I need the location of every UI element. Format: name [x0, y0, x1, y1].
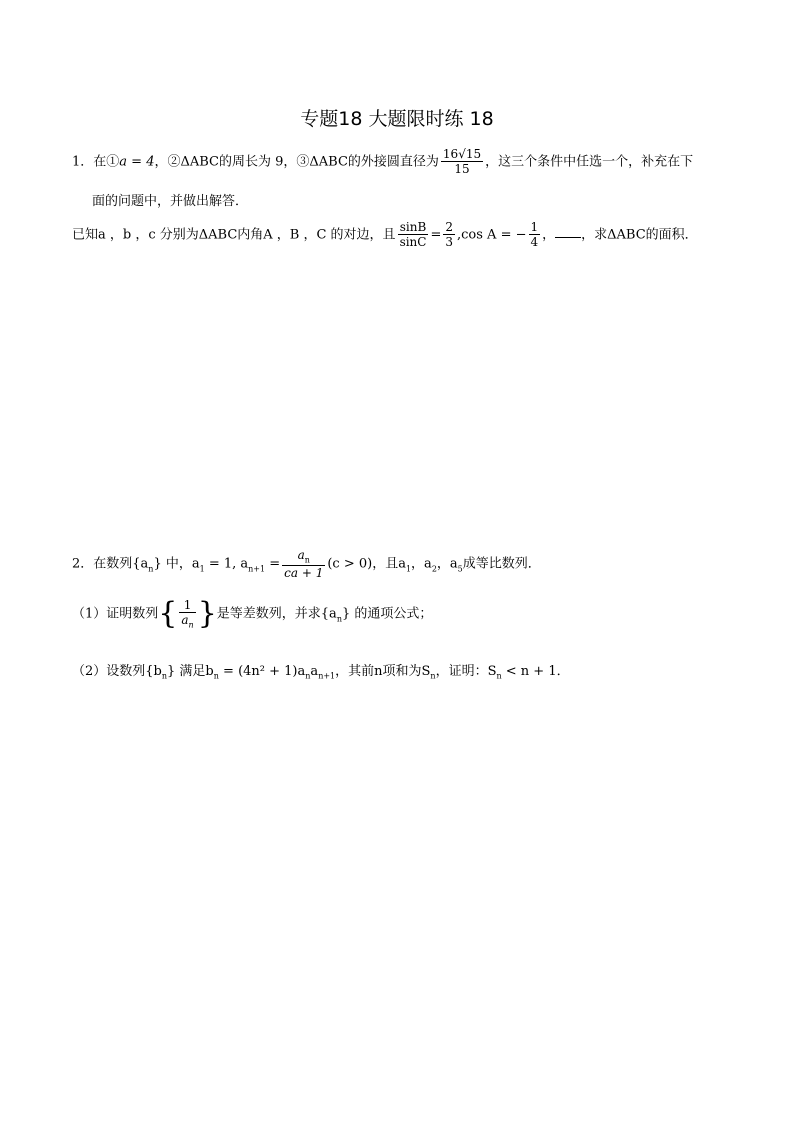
q2-p1-text-b: 是等差数列，并求{a [216, 606, 337, 622]
q2-p2-text-g: < n + 1． [501, 664, 570, 679]
q2-text-a: 2．在数列{a [72, 556, 149, 572]
q2-text-g: ，a [436, 556, 458, 572]
q2-p1-text-a: （1）证明数列 [72, 606, 159, 622]
q1-given-text: 已知a ，b ，c 分别为ΔABC内角A ，B ，C 的对边，且 [72, 227, 396, 243]
q2-p2-text-c: = (4n² + 1)a [218, 664, 306, 679]
q1-comma: ， [542, 227, 556, 243]
q1-text-a: 1．在① [72, 154, 120, 170]
q2-p1-text-c: } 的通项公式； [341, 606, 433, 622]
q2-p1-den: a [181, 613, 189, 628]
q2-text-f: ，a [411, 556, 432, 572]
q1-equals: = [430, 227, 442, 243]
q1-fraction-quarter: $\frac{1}{4}$ [530, 220, 539, 250]
q2-recurrence-fraction: $\frac{a_n}{ca + 1}$ [284, 548, 324, 580]
q2-part-1: （1）证明数列{ $\frac{1}{a_n}$ }是等差数列，并求$\{a_n\}$ 的通项公式； [72, 596, 433, 632]
left-brace: { [158, 596, 178, 632]
q1-fraction-two-thirds: $\frac{2}{3}$ [445, 220, 454, 250]
q1-fraction-sin: $\frac{\sin B}{\sin C}$ [399, 220, 427, 250]
page-title: 专题18 大题限时练 18 [300, 108, 494, 130]
q1-line-3 [72, 220, 698, 250]
q1-cos-text: ,cos A = − [457, 227, 527, 243]
q1-text-d: ，这三个条件中任选一个，补充在下 [485, 154, 694, 170]
q2-p2-text-d: a [310, 664, 319, 679]
q1-fraction-diameter: $\frac{16√15}{15}$ [442, 147, 482, 177]
q2-frac-num: a [297, 548, 305, 562]
q2-text-h: 成等比数列． [462, 556, 541, 572]
q1-cond-a: a = 4 [119, 154, 155, 170]
q1-ask-text: ，求ΔABC的面积． [581, 227, 698, 243]
q2-text-c: = 1, a [204, 556, 249, 572]
q2-text-d: = [265, 556, 281, 572]
q1-line-2: 面的问题中，并做出解答． [92, 194, 249, 209]
q2-text-e: (c > 0)，且a [327, 556, 406, 572]
q2-part-2: （2）设数列$\{b_n\}$ 满足$b_n = (4n^2 + 1)a_na_{n+1}$，其前n项和为$S_n$，证明：$S_n < n + 1$． [72, 664, 570, 681]
q1-line-1 [72, 147, 693, 177]
q1-text-c: ，②ΔABC的周长为 9，③ΔABC的外接圆直径为 [154, 154, 439, 170]
q2-p2-text-b: } 满足b [167, 664, 214, 679]
q2-p2-text-e: ，其前n项和为S [335, 664, 431, 679]
q2-text-b: } 中，a [153, 556, 200, 572]
q2-p2-text-a: （2）设数列{b [72, 664, 162, 679]
q1-answer-blank[interactable] [555, 225, 581, 238]
q2-p2-text-f: ，证明：S [435, 664, 497, 679]
right-brace: } [197, 596, 217, 632]
q2-line-1: 2．在数列$\{a_n\}$ 中，$a_1 = 1$, $a_{n+1}$ = $\frac{a_n}{ca + 1}$ (c > 0)，且$a_1$，$a_2$，$a_5$成等比数列． [72, 548, 541, 580]
q2-frac-den: ca + 1 [284, 565, 324, 580]
q2-p1-fraction: $\frac{1}{a_n}$ [181, 598, 194, 630]
